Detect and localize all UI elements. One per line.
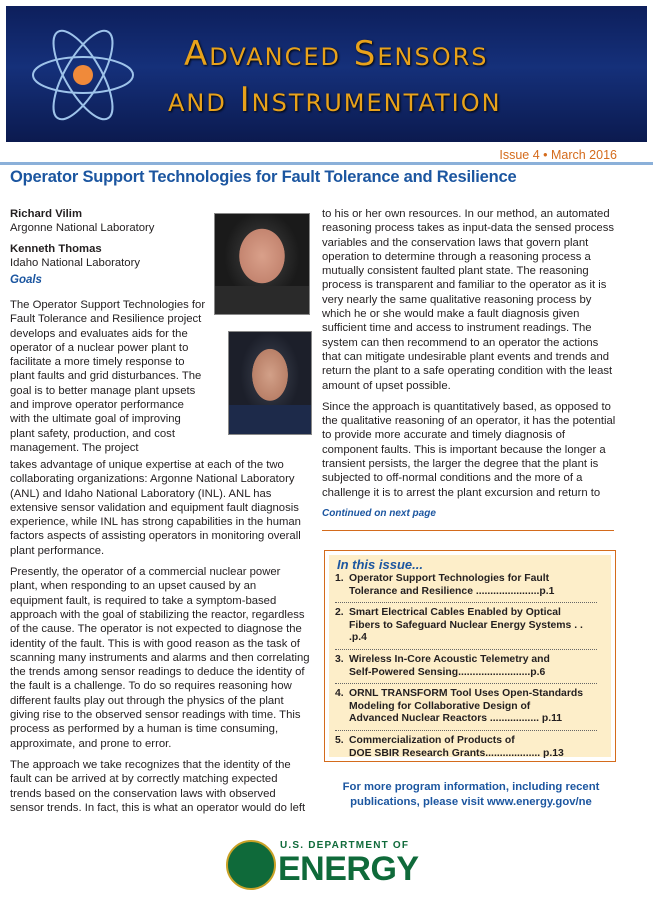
- left-paragraph-3: The approach we take recognizes that the identity of the fault can be arrived at by correctly matching expected trends based on the conservation laws with observed sensor trends. In fact, this is what an operator would do left: [10, 758, 306, 814]
- column-separator: [322, 530, 614, 531]
- toc-list: [335, 573, 597, 760]
- toc-item[interactable]: 1. Operator Support Technologies for Fault Tolerance and Resilience ......................p.1: [335, 573, 555, 597]
- masthead-banner: [6, 6, 647, 142]
- author-name: Kenneth Thomas: [10, 242, 102, 255]
- author-org: Argonne National Laboratory: [10, 222, 155, 235]
- right-column: [322, 207, 616, 507]
- toc-item[interactable]: 4. ORNL TRANSFORM Tool Uses Open-Standards Modeling for Collaborative Design of Advanced Nuclear Reactors ................. p.11: [335, 688, 583, 725]
- left-paragraph-1-narrow: The Operator Support Technologies for Fault Tolerance and Resilience project develops and evaluates aids for the operator of a nuclear power plant to facilitate a more timely response to plant faults and grid disturbances. The goal is to better manage plant upsets and improve operator performance with the ultimate goal of improving plant safety, production, and cost management. The project: [10, 299, 206, 454]
- toc-item[interactable]: 2. Smart Electrical Cables Enabled by Optical Fibers to Safeguard Nuclear Energy Systems . . .p.4: [335, 607, 583, 644]
- toc-divider: [335, 649, 597, 650]
- author-name: Richard Vilim: [10, 208, 82, 220]
- left-paragraph-1-wide: takes advantage of unique expertise at each of the two collaborating organizations: Argonne National Laboratory (ANL) and Idaho National Laboratory (INL). ANL has extensive sensor validation and equipment fault diagnosis experience, while INL has strong capabilities in the human factors aspects of assisting operators in monitoring overall plant performance.: [10, 459, 301, 557]
- more-info-text: For more program information, including recent publications, please visit www.energy.gov/ne: [342, 781, 600, 808]
- author-photo-vilim: [214, 213, 310, 315]
- atom-icon: [24, 16, 142, 134]
- left-column-lower: [10, 458, 310, 822]
- authors-block: [10, 207, 210, 292]
- doe-logo: [226, 834, 426, 890]
- toc-divider: [335, 602, 597, 603]
- issue-date: Issue 4 • March 2016: [499, 148, 617, 162]
- doe-seal-icon: [226, 840, 276, 890]
- toc-item[interactable]: 3. Wireless In-Core Acoustic Telemetry and Self-Powered Sensing.........................p.6: [335, 653, 550, 678]
- in-this-issue-heading: In this issue...: [337, 557, 423, 572]
- author-photo-thomas: [228, 331, 312, 435]
- author-org: Idaho National Laboratory: [10, 256, 141, 269]
- toc-item[interactable]: 5. Commercialization of Products of DOE SBIR Research Grants................... p.13: [335, 734, 564, 759]
- right-paragraph-1: to his or her own resources. In our method, an automated reasoning process takes as input-data the sensed process variables and the conservation laws that govern plant operation to determine through a reasoning process a mutually consistent faulted plant state. The reasoning process is transparent and familiar to the operator as it is very nearly the same qualitative reasoning process by which he or she would make a fault diagnosis given sufficient time and access to instrument readings. The system can then recommend to an operator the actions that can mitigate undesirable plant events and trends and return the plant to a safe operating condition with the least amount of upset possible.: [322, 208, 615, 392]
- header-rule: [0, 162, 653, 165]
- toc-divider: [335, 730, 597, 731]
- toc-divider: [335, 683, 597, 684]
- continued-link[interactable]: Continued on next page: [322, 508, 436, 519]
- doe-department-label: U.S. DEPARTMENT OF: [280, 840, 410, 851]
- masthead-title-line2: and Instrumentation: [168, 80, 502, 120]
- doe-energy-wordmark: ENERGY: [278, 850, 419, 888]
- left-paragraph-2: Presently, the operator of a commercial nuclear power plant, when responding to an upset caused by an equipment fault, is required to take a symptom-based approach with the goal of stabilizing the reactor, regardless of the cause. The operator is not expected to diagnose the identity of the fault. This is with good reason as the task of scanning many instruments and alarms and then correlating the trends among sensor readings to deduce the identity of the fault is a challenge. To do so requires reasoning how different faults play out through the physics of the plant giving rise to the observed sensor readings with time. This process as performed by a human is time consuming, approximate, and prone to error.: [10, 566, 310, 750]
- masthead-title-line1: Advanced Sensors: [184, 34, 489, 74]
- article-headline: Operator Support Technologies for Fault Tolerance and Resilience: [10, 168, 517, 186]
- in-this-issue-box: [324, 550, 616, 762]
- goals-heading: Goals: [10, 274, 42, 287]
- right-paragraph-2: Since the approach is quantitatively based, as opposed to the qualitative reasoning of an operator, it has the potential to provide more accurate and timely diagnosis of component faults. This is important because the longer a transient persists, the larger the degree that the plant is subjected to off-normal conditions and the more of a challenge it is to arrest the plant excursion and return to: [322, 400, 616, 499]
